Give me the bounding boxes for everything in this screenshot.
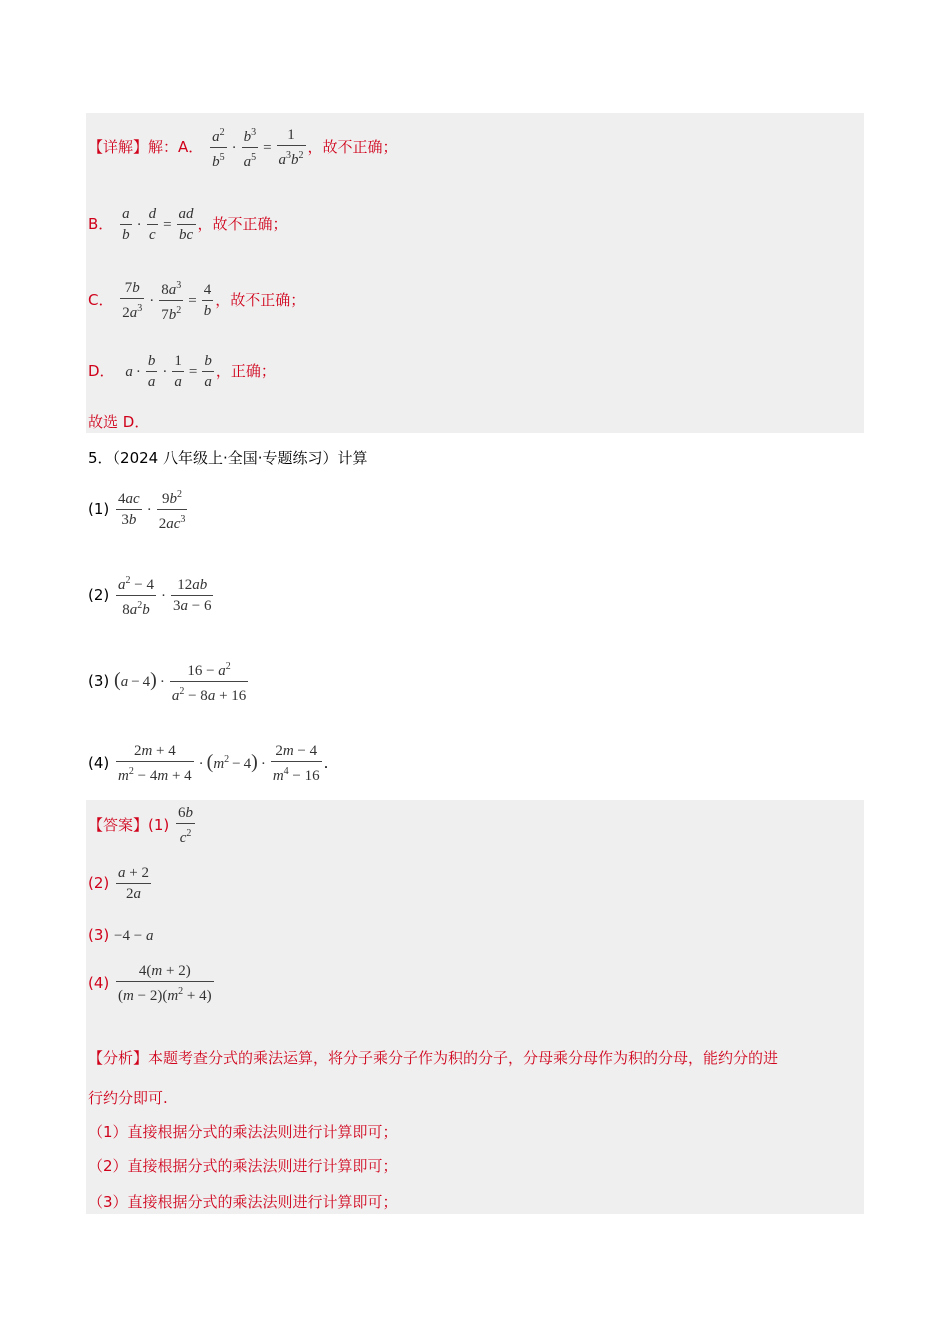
- math-fraction: $\frac{6b}{c^2}$: [178, 805, 194, 846]
- part-label: (3): [88, 672, 110, 690]
- analysis-text-1: 本题考查分式的乘法运算，将分子乘分子作为积的分子，分母乘分母作为积的分母，能约分的进: [148, 1049, 779, 1067]
- option-c-label: C．: [88, 291, 114, 309]
- answer-part-2: [88, 864, 153, 903]
- math-fraction: $\frac{1}{a}$: [174, 353, 182, 390]
- part-label: (4): [88, 754, 110, 772]
- math-fraction: $\frac{ad}{bc}$: [178, 206, 194, 243]
- detail-tag: 【详解】: [88, 138, 149, 156]
- question-number: 5．: [88, 449, 113, 467]
- math-fraction: $\frac{a^2 - 4}{8a^2b}$: [118, 575, 154, 618]
- math-fraction: $\frac{b^3}{a^5}$: [243, 127, 257, 170]
- option-b-result: ，故不正确；: [197, 215, 288, 233]
- analysis-line-1: [88, 1048, 778, 1068]
- question-part-4: (4) $\frac{2m + 4}{m^2 - 4m + 4}$ · $(m^2 - 4)$ · $\frac{2m - 4}{m^4 - 16}$ .: [88, 743, 329, 784]
- answer-part-1: [88, 804, 197, 847]
- math-fraction: $\frac{7b}{2a^3}$: [122, 280, 143, 321]
- math-fraction: $\frac{4ac}{3b}$: [118, 491, 140, 528]
- answer-part-label: (3): [88, 926, 110, 944]
- math-fraction: $\frac{d}{c}$: [148, 206, 157, 243]
- math-fraction: $\frac{a + 2}{2a}$: [118, 865, 149, 902]
- math-fraction: $\frac{a^2}{b^5}$: [212, 127, 225, 170]
- question-header: [88, 448, 368, 468]
- answer-part-label: (2): [88, 874, 110, 892]
- detail-option-c: C． $\frac{7b}{2a^3}$ · $\frac{8a^3}{7b^2}$ = $\frac{4}{b}$ ，故不正确；: [88, 277, 305, 324]
- math-fraction: $\frac{b}{a}$: [204, 353, 212, 390]
- question-part-2: (2) $\frac{a^2 - 4}{8a^2b}$ · $\frac{12ab}{3a - 6}$: [88, 572, 215, 619]
- question-part-3: (3) (a − 4) · $\frac{16 - a^2}{a^2 - 8a + 16}$: [88, 658, 250, 705]
- option-c-result: ，故不正确；: [215, 291, 306, 309]
- detail-option-d: D． a · $\frac{b}{a}$ · $\frac{1}{a}$ = $\frac{b}{a}$ ，正确；: [88, 353, 276, 390]
- answer-part-4: [88, 962, 216, 1005]
- math-fraction: $\frac{4(m + 2)}{(m - 2)(m^2 + 4)}$: [118, 963, 212, 1004]
- question-prompt: 计算: [337, 449, 368, 467]
- math-fraction: $\frac{b}{a}$: [147, 353, 156, 390]
- analysis-tag: 【分析】: [88, 1049, 149, 1067]
- part-label: (2): [88, 586, 110, 604]
- option-b-label: B．: [88, 215, 114, 233]
- math-fraction: $\frac{2m - 4}{m^4 - 16}$: [272, 743, 320, 784]
- analysis-step-2: （2）直接根据分式的乘法法则进行计算即可；: [88, 1157, 398, 1175]
- detail-option-a: 【详解】解：A． $\frac{a^2}{b^5}$ · $\frac{b^3}{a^5}$ = $\frac{1}{a^3b^2}$ ，故不正确；: [88, 124, 398, 171]
- detail-intro: 解：A．: [148, 138, 204, 156]
- answer-tag: 【答案】: [88, 816, 149, 834]
- answer-panel: [86, 800, 864, 1214]
- choice-line: 故选 D．: [88, 413, 150, 431]
- analysis-step-3: （3）直接根据分式的乘法法则进行计算即可；: [88, 1193, 398, 1211]
- question-source: （2024 八年级上·全国·专题练习）: [112, 449, 338, 467]
- math-fraction: $\frac{9b^2}{2ac^3}$: [158, 489, 186, 532]
- math-fraction: $\frac{a}{b}$: [122, 206, 130, 243]
- answer-part-3: (3) −4 − a: [88, 926, 154, 944]
- option-d-label: D．: [88, 362, 115, 380]
- math-fraction: $\frac{1}{a^3b^2}$: [278, 127, 304, 168]
- math-fraction: $\frac{2m + 4}{m^2 - 4m + 4}$: [118, 743, 192, 784]
- question-end-period: .: [323, 754, 329, 772]
- math-fraction: $\frac{12ab}{3a - 6}$: [173, 577, 212, 614]
- option-d-result: ，正确；: [215, 362, 276, 380]
- option-a-result: ，故不正确；: [307, 138, 398, 156]
- answer-part-label: (4): [88, 974, 110, 992]
- answer-part-label: (1): [148, 816, 170, 834]
- math-fraction: $\frac{8a^3}{7b^2}$: [161, 280, 182, 323]
- detail-option-b: B． $\frac{a}{b}$ · $\frac{d}{c}$ = $\frac{ad}{bc}$ ，故不正确；: [88, 206, 288, 243]
- analysis-line-2: 行约分即可.: [88, 1089, 168, 1107]
- question-part-1: (1) $\frac{4ac}{3b}$ · $\frac{9b^2}{2ac^3}$: [88, 486, 189, 533]
- analysis-step-1: （1）直接根据分式的乘法法则进行计算即可；: [88, 1123, 398, 1141]
- part-label: (1): [88, 500, 110, 518]
- math-fraction: $\frac{4}{b}$: [203, 282, 212, 319]
- math-fraction: $\frac{16 - a^2}{a^2 - 8a + 16}$: [171, 661, 247, 704]
